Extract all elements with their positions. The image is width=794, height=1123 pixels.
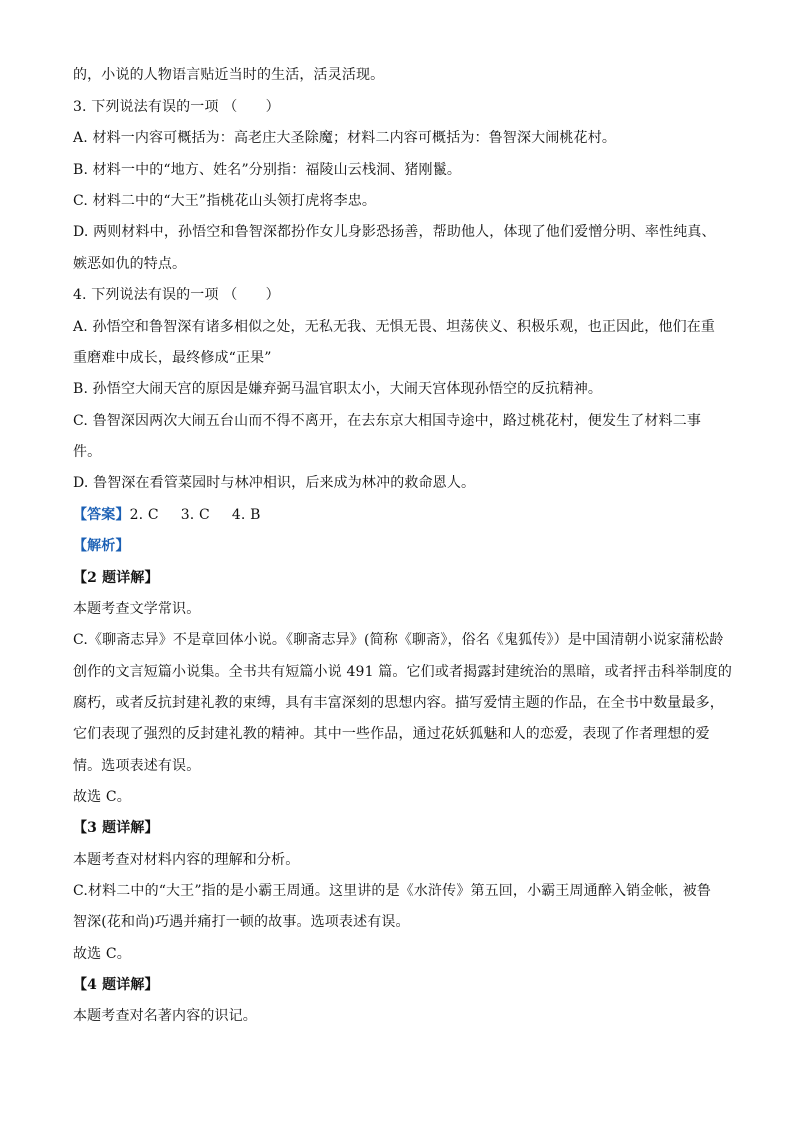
question-3-option-b: B. 材料一中的“地方、姓名”分别指：福陵山云栈洞、猪刚鬣。 — [73, 162, 462, 178]
detail-2-heading: 【2 题详解】 — [73, 570, 159, 586]
detail-text-line: C.材料二中的“大王”指的是小霸王周通。这里讲的是《水浒传》第五回，小霸王周通醉入销金帐，被鲁 — [73, 883, 712, 899]
answer-4: 4. B — [231, 507, 261, 523]
detail-text-line: 智深(花和尚)巧遇并痛打一顿的故事。选项表述有误。 — [73, 914, 410, 930]
question-4-stem: 4. 下列说法有误的一项 （ ） — [73, 287, 280, 303]
question-4-option-d: D. 鲁智深在看管菜园时与林冲相识，后来成为林冲的救命恩人。 — [73, 475, 476, 491]
detail-text-line: 腐朽，或者反抗封建礼教的束缚，具有丰富深刻的思想内容。描写爱情主题的作品，在全书中数量最多， — [73, 695, 724, 711]
detail-text-line: C.《聊斋志异》不是章回体小说。《聊斋志异》(简称《聊斋》，俗名《鬼狐传》）是中国清朝小说家蒲松龄 — [73, 632, 724, 648]
detail-text-line: 本题考查对名著内容的识记。 — [73, 1008, 257, 1024]
answer-3: 3. C — [180, 507, 210, 523]
detail-text-line: 本题考查对材料内容的理解和分析。 — [73, 852, 300, 868]
detail-text-line: 创作的文言短篇小说集。全书共有短篇小说 491 篇。它们或者揭露封建统治的黑暗，或者抨击科举制度的 — [73, 664, 732, 680]
answer-tag: 【答案】 — [73, 507, 130, 523]
detail-4-heading: 【4 题详解】 — [73, 977, 159, 993]
question-3-stem: 3. 下列说法有误的一项 （ ） — [73, 99, 280, 115]
detail-text-line: 故选 C。 — [73, 789, 131, 805]
text-line: 的，小说的人物语言贴近当时的生活，活灵活现。 — [73, 67, 385, 83]
question-4-option-a-cont: 重磨难中成长，最终修成“正果” — [73, 350, 272, 366]
detail-text-line: 情。选项表述有误。 — [73, 758, 201, 774]
detail-3-heading: 【3 题详解】 — [73, 820, 159, 836]
question-3-option-d-cont: 嫉恶如仇的特点。 — [73, 256, 187, 272]
answer-line — [73, 506, 261, 524]
question-4-option-a: A. 孙悟空和鲁智深有诸多相似之处，无私无我、无惧无畏、坦荡侠义、积极乐观，也正因此，他们在重 — [73, 319, 716, 335]
question-3-option-d: D. 两则材料中，孙悟空和鲁智深都扮作女儿身影恐扬善，帮助他人，体现了他们爱憎分明、率性纯真、 — [73, 224, 716, 240]
question-4-option-c: C. 鲁智深因两次大闹五台山而不得不离开，在去东京大相国寺途中，路过桃花村，便发生了材料二事 — [73, 413, 702, 429]
question-4-option-b: B. 孙悟空大闹天宫的原因是嫌弃弼马温官职太小，大闹天宫体现孙悟空的反抗精神。 — [73, 381, 603, 397]
question-3-option-a: A. 材料一内容可概括为：高老庄大圣除魔；材料二内容可概括为：鲁智深大闹桃花村。 — [73, 130, 617, 146]
detail-text-line: 故选 C。 — [73, 946, 131, 962]
question-4-option-c-cont: 件。 — [73, 444, 102, 460]
answer-2: 2. C — [129, 507, 159, 523]
detail-text-line: 它们表现了强烈的反封建礼教的精神。其中一些作品，通过花妖狐魅和人的恋爱，表现了作者理想的爱 — [73, 726, 710, 742]
question-3-option-c: C. 材料二中的“大王”指桃花山头领打虎将李忠。 — [73, 193, 377, 209]
detail-text-line: 本题考查文学常识。 — [73, 601, 201, 617]
analysis-tag: 【解析】 — [73, 538, 130, 554]
